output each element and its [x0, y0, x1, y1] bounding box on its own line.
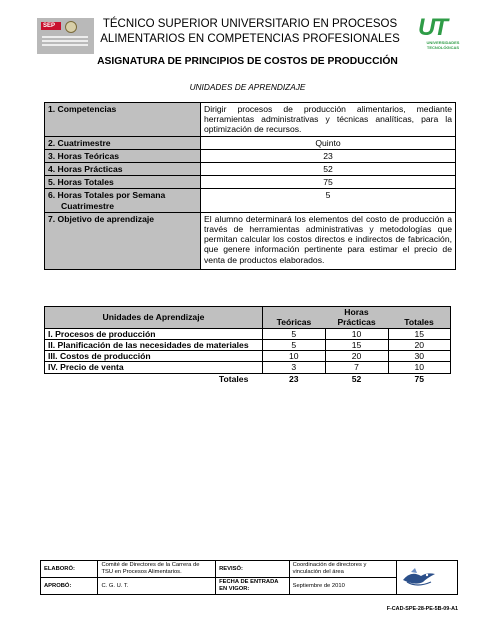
reviso-value: Coordinación de directores y vinculación del área [289, 561, 396, 578]
table-row [45, 328, 451, 339]
unit-name: I. Procesos de producción [45, 328, 263, 339]
row-horas-practicas [45, 163, 456, 176]
fecha-label: FECHA DE ENTRADA EN VIGOR: [216, 578, 290, 595]
unit-theory: 10 [262, 351, 325, 362]
unit-theory: 5 [262, 339, 325, 350]
totals-practice: 52 [351, 373, 362, 384]
horas-semana-label-line2: Cuatrimestre [61, 200, 115, 211]
cuatrimestre-value: Quinto [201, 136, 456, 149]
units-header-label: Unidades de Aprendizaje [45, 307, 263, 329]
theory-header: Teóricas [262, 317, 325, 328]
objetivo-value: El alumno determinará los elementos del costo de producción a través de herramientas administrativas y metodologías que permitan calcular los costos directos e indirectos de fabricación, que genere información pertinente para estimar el precio de venta de productos elaborados. [201, 212, 456, 269]
horas-teoricas-label: 3. Horas Teóricas [45, 149, 201, 162]
row-horas-totales [45, 176, 456, 189]
fecha-value: Septiembre de 2010 [289, 578, 396, 595]
table-row [45, 351, 451, 362]
row-horas-semana [45, 189, 456, 212]
course-info-table [44, 102, 456, 270]
row-objetivo [45, 212, 456, 269]
horas-totales-value: 75 [201, 176, 456, 189]
sep-emblem-icon [65, 21, 77, 33]
unit-total: 20 [388, 339, 450, 350]
units-header-row-1 [45, 307, 451, 318]
document-code: F-CAD-SPE-28-PE-5B-09-A1 [386, 606, 458, 612]
table-row [45, 362, 451, 373]
bird-logo-icon [397, 564, 441, 592]
unit-practice: 20 [325, 351, 388, 362]
horas-totales-label: 5. Horas Totales [45, 176, 201, 189]
totals-row [45, 373, 451, 384]
competencias-value: Dirigir procesos de producción alimentarios, mediante herramientas administrativas y técnicas analíticas, para la optimización de recursos. [201, 103, 456, 137]
unit-total: 30 [388, 351, 450, 362]
horas-teoricas-value: 23 [201, 149, 456, 162]
horas-semana-value: 5 [201, 189, 456, 212]
ut-logo-mark: UT [418, 14, 446, 41]
aprobo-value: C. G. U. T. [98, 578, 216, 595]
unit-practice: 10 [325, 328, 388, 339]
row-cuatrimestre [45, 136, 456, 149]
sep-logo [37, 18, 94, 54]
totals-theory: 23 [288, 373, 299, 384]
row-competencias [45, 103, 456, 137]
footer-table [40, 560, 458, 595]
elaboro-value: Comité de Directores de la Carrera de TSU en Procesos Alimentarios. [98, 561, 216, 578]
aprobo-label: APROBÓ: [41, 578, 98, 595]
footer-row-2 [41, 578, 458, 595]
table-row [45, 339, 451, 350]
ut-logo [415, 14, 471, 54]
objetivo-label: 7. Objetivo de aprendizaje [45, 212, 201, 269]
hours-header-label: Horas [262, 307, 450, 318]
header-title [100, 17, 400, 46]
sep-logo-lines [42, 36, 88, 48]
elaboro-label: ELABORÓ: [41, 561, 98, 578]
totals-total: 75 [414, 373, 425, 384]
reviso-label: REVISÓ: [216, 561, 290, 578]
header-title-line1: TÉCNICO SUPERIOR UNIVERSITARIO EN PROCESOS [102, 18, 398, 30]
row-horas-teoricas [45, 149, 456, 162]
cuatrimestre-label: 2. Cuatrimestre [45, 136, 201, 149]
competencias-label: 1. Competencias [45, 103, 201, 137]
footer-row-1 [41, 561, 458, 578]
subject-title: ASIGNATURA DE PRINCIPIOS DE COSTOS DE PRODUCCIÓN [97, 56, 398, 67]
totals-label: Totales [218, 373, 249, 384]
sep-logo-text: SEP [43, 23, 56, 29]
unit-theory: 5 [262, 328, 325, 339]
unit-practice: 15 [325, 339, 388, 350]
practice-header: Prácticas [325, 317, 388, 328]
horas-practicas-label: 4. Horas Prácticas [45, 163, 201, 176]
unit-total: 15 [388, 328, 450, 339]
horas-semana-label-line1: 6. Horas Totales por Semana [48, 190, 166, 201]
total-header: Totales [388, 317, 450, 328]
header-title-line2: ALIMENTARIOS EN COMPETENCIAS PROFESIONALES [100, 32, 400, 45]
horas-practicas-value: 52 [201, 163, 456, 176]
units-heading: UNIDADES DE APRENDIZAJE [189, 82, 306, 92]
unit-name: IV. Precio de venta [45, 362, 263, 373]
units-hours-table [44, 306, 451, 384]
unit-name: III. Costos de producción [45, 351, 263, 362]
footer-logo-cell [396, 561, 458, 595]
unit-practice: 7 [325, 362, 388, 373]
horas-semana-label [45, 189, 201, 212]
ut-logo-subtitle: UNIVERSIDADES TECNOLÓGICAS [426, 40, 460, 50]
unit-total: 10 [388, 362, 450, 373]
unit-theory: 3 [262, 362, 325, 373]
unit-name: II. Planificación de las necesidades de materiales [45, 339, 263, 350]
